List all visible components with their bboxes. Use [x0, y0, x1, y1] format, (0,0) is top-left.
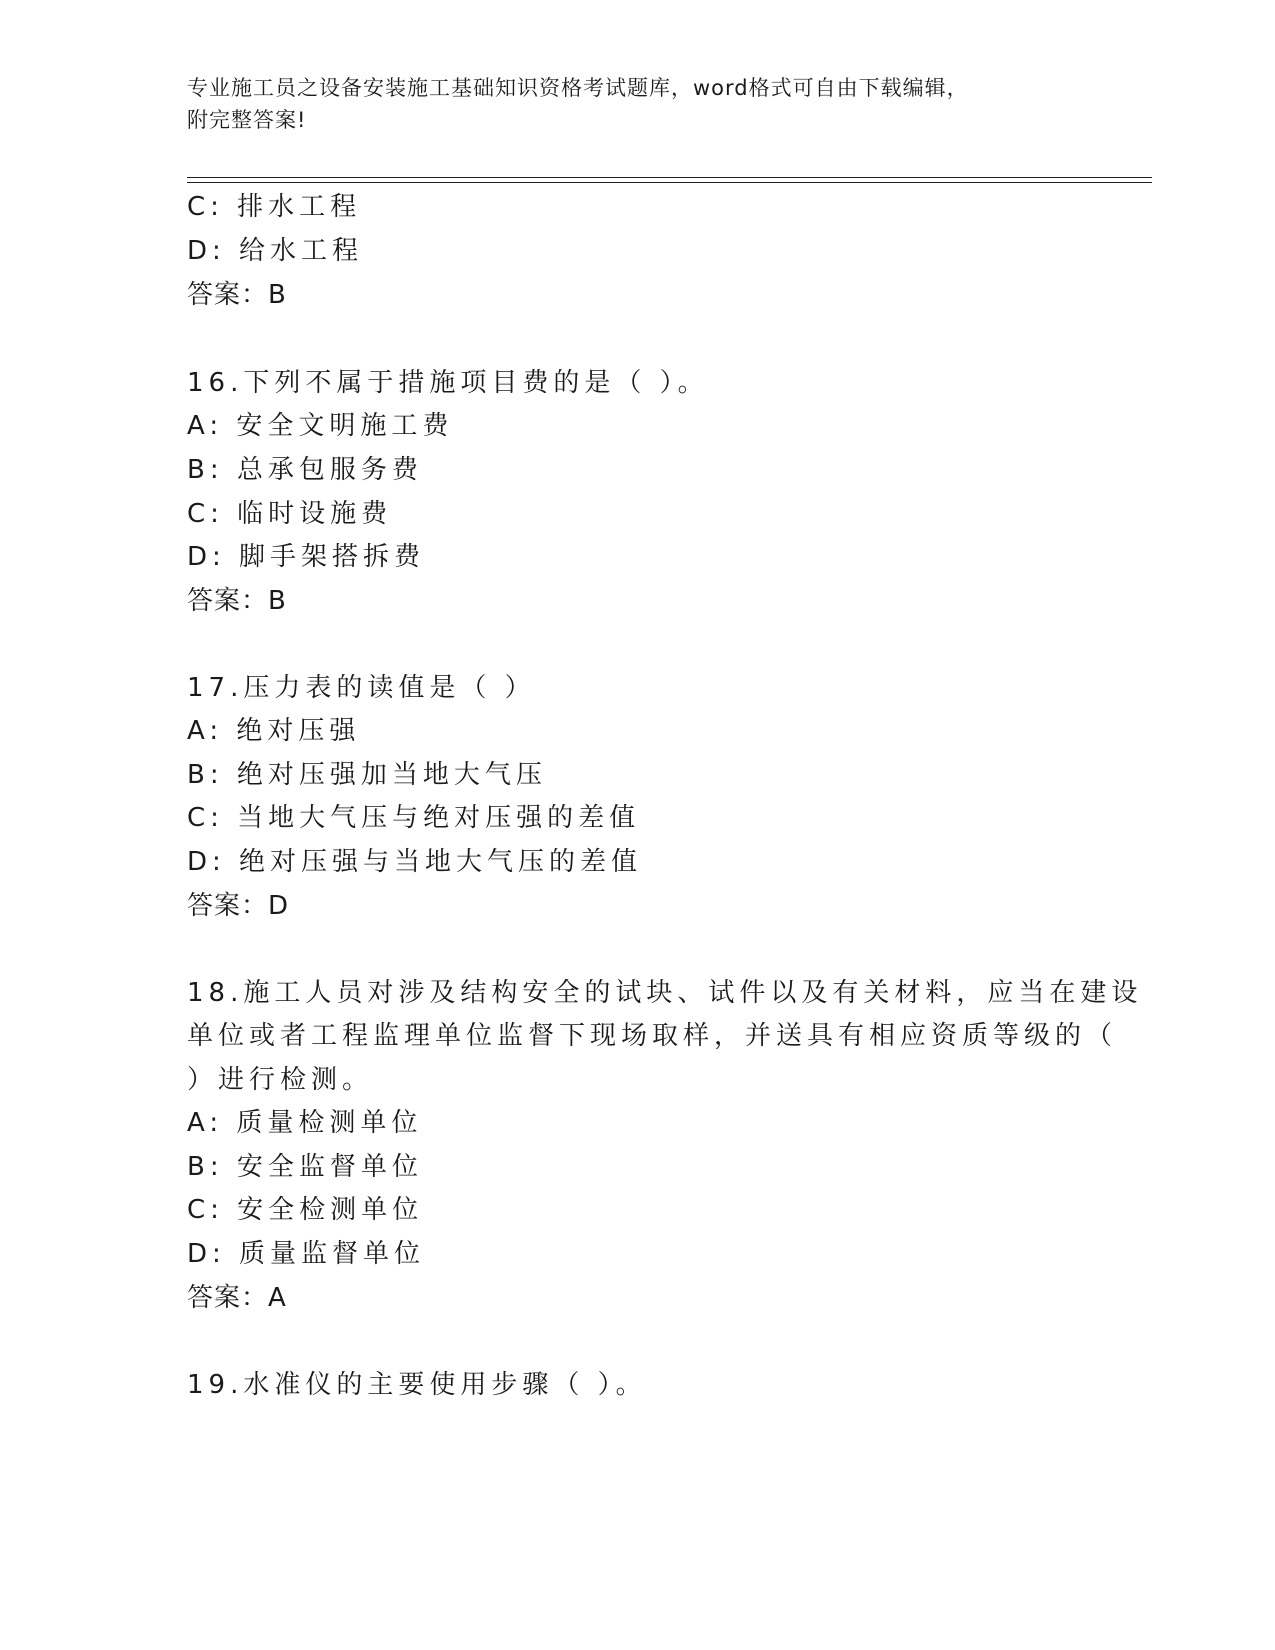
q18-option-b: B: 安全监督单位	[187, 1152, 423, 1182]
header-line-2: 附完整答案!	[187, 108, 307, 132]
q17-option-d: D: 绝对压强与当地大气压的差值	[187, 847, 643, 877]
q17-option-c: C: 当地大气压与绝对压强的差值	[187, 803, 641, 833]
q16-question: 16.下列不属于措施项目费的是（ ）。	[187, 368, 709, 398]
q18-question-line-2: 单位或者工程监理单位监督下现场取样，并送具有相应资质等级的（	[187, 1021, 1118, 1051]
document-header	[187, 72, 1067, 136]
q18-answer: 答案：A	[187, 1283, 287, 1313]
q15-answer: 答案：B	[187, 280, 287, 310]
header-line-1: 专业施工员之设备安装施工基础知识资格考试题库，word格式可自由下载编辑，	[187, 76, 969, 100]
q18-option-c: C: 安全检测单位	[187, 1195, 424, 1225]
q18-question-line-1: 18.施工人员对涉及结构安全的试块、试件以及有关材料，应当在建设	[187, 978, 1143, 1008]
q16-option-d: D: 脚手架搭拆费	[187, 542, 426, 572]
q16-answer: 答案：B	[187, 586, 287, 616]
q16-option-a: A: 安全文明施工费	[187, 411, 454, 441]
q17-answer: 答案：D	[187, 891, 290, 921]
q16-option-c: C: 临时设施费	[187, 499, 393, 529]
q17-option-b: B: 绝对压强加当地大气压	[187, 760, 547, 790]
q15-option-d: D: 给水工程	[187, 236, 364, 266]
header-divider-bottom	[187, 182, 1152, 183]
q18-option-d: D: 质量监督单位	[187, 1239, 426, 1269]
q17-question: 17.压力表的读值是（ ）	[187, 673, 536, 703]
q15-option-c: C: 排水工程	[187, 192, 362, 222]
q18-option-a: A: 质量检测单位	[187, 1108, 423, 1138]
q18-question-line-3: ）进行检测。	[187, 1065, 374, 1095]
q16-option-b: B: 总承包服务费	[187, 455, 423, 485]
header-divider-top	[187, 177, 1152, 178]
q17-option-a: A: 绝对压强	[187, 716, 361, 746]
q19-question: 19.水准仪的主要使用步骤（ ）。	[187, 1370, 647, 1400]
